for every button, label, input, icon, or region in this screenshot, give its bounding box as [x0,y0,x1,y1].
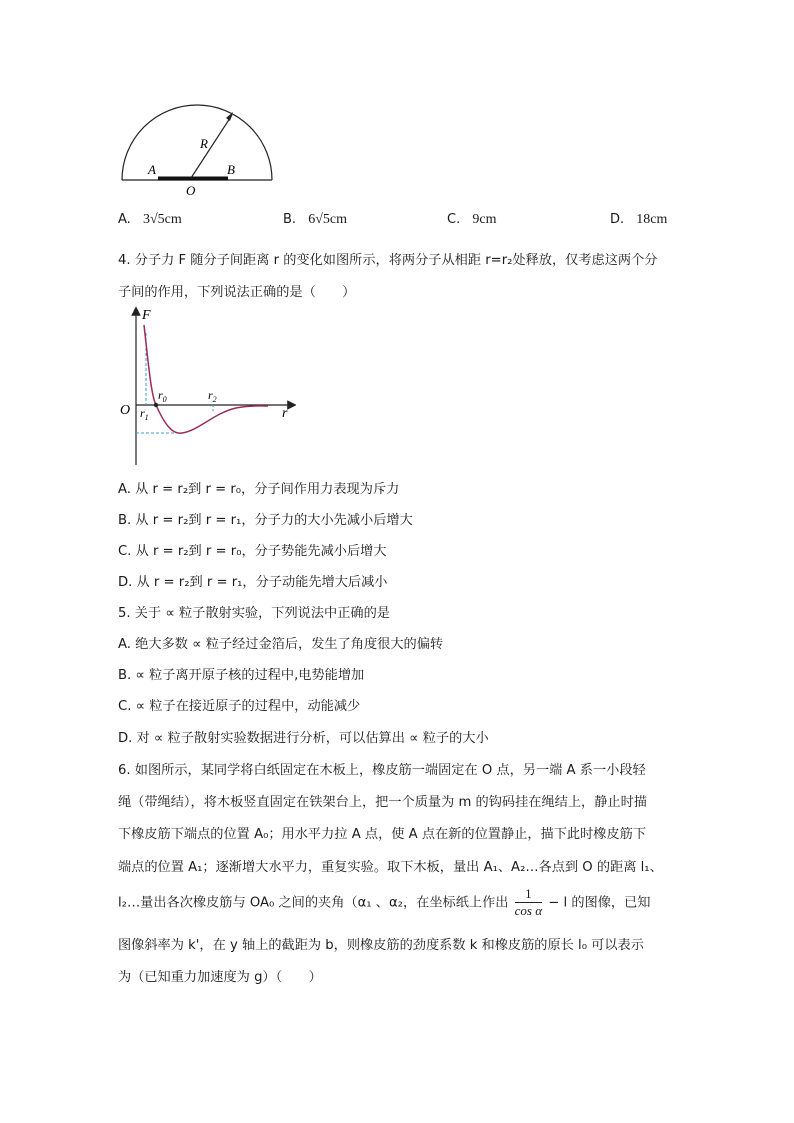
label-r2: $r_2$ [208,388,217,404]
q4-option-c[interactable]: C. 从 r = r₂到 r = r₀，分子势能先减小后增大 [118,544,387,559]
label-R: R [200,136,208,151]
label-A: A [148,162,156,177]
q6-line5-a: l₂…量出各次橡皮筋与 OA₀ 之间的夹角（α₁ 、α₂，在坐标纸上作出 [118,895,509,911]
option-label: B. [283,212,297,227]
q6-line5-b: − l 的图像，已知 [548,895,651,911]
q4-option-b[interactable]: B. 从 r = r₂到 r = r₁，分子力的大小先减小后增大 [118,513,413,528]
option-label: D. [610,212,625,227]
q5-option-a[interactable]: A. 绝大多数 ∝ 粒子经过金箔后，发生了角度很大的偏转 [118,637,444,652]
q4-option-a[interactable]: A. 从 r = r₂到 r = r₀，分子间作用力表现为斥力 [118,482,400,497]
label-O: O [186,183,196,198]
option-value: 9cm [472,212,497,227]
label-r1: $r_1$ [140,406,149,422]
q6-line6: 图像斜率为 k'，在 y 轴上的截距为 b，则橡皮筋的劲度系数 k 和橡皮筋的原长 l₀ 可以表示 [118,938,644,953]
q4-stem-line1: 4. 分子力 F 随分子间距离 r 的变化如图所示，将两分子从相距 r=r₂处释放，仅考虑这两个分 [118,253,658,268]
q6-line2: 绳（带绳结），将木板竖直固定在铁架台上，把一个质量为 m 的钩码挂在绳结上，静止时描 [118,795,647,810]
q3-option-a[interactable] [118,212,182,228]
label-B: B [227,162,235,177]
q3-option-b[interactable] [283,212,347,228]
label-r0: $r_0$ [158,388,167,404]
q3-option-d[interactable] [610,212,667,228]
option-value: 18cm [636,212,668,227]
q5-stem: 5. 关于 ∝ 粒子散射实验，下列说法中正确的是 [118,606,390,621]
q6-line4: 端点的位置 A₁；逐渐增大水平力，重复实验。取下木板，量出 A₁、A₂…各点到 O 的距离 l₁、 [118,860,663,875]
q4-stem-line2: 子间的作用，下列说法正确的是（ ） [118,285,356,300]
q5-option-d[interactable]: D. 对 ∝ 粒子散射实验数据进行分析，可以估算出 ∝ 粒子的大小 [118,731,489,746]
option-value: 6√5cm [308,212,347,227]
fraction-denominator: cos α [514,903,543,918]
axis-label-F: F [142,308,151,323]
q6-line1: 6. 如图所示，某同学将白纸固定在木板上，橡皮筋一端固定在 O 点，另一端 A 系一小段轻 [118,763,646,778]
option-value: 3√5cm [142,212,182,227]
q3-option-c[interactable] [447,212,496,228]
q6-line7: 为（已知重力加速度为 g）（ ） [118,970,322,985]
fraction-numerator: 1 [515,886,542,903]
q5-option-b[interactable]: B. ∝ 粒子离开原子核的过程中,电势能增加 [118,668,365,683]
force-graph [116,305,296,470]
axis-label-O: O [120,403,131,418]
option-label: C. [447,212,461,227]
q4-option-d[interactable]: D. 从 r = r₂到 r = r₁，分子动能先增大后减小 [118,575,388,590]
fraction-1-over-cos [515,886,542,919]
axis-label-r: r [282,406,288,421]
semicircle-figure [116,104,278,200]
q6-line5 [118,886,651,919]
q6-line3: 下橡皮筋下端点的位置 A₀；用水平力拉 A 点，使 A 点在新的位置静止，描下此时橡皮筋下 [118,827,647,842]
option-label: A. [118,212,131,227]
q5-option-c[interactable]: C. ∝ 粒子在接近原子的过程中，动能减少 [118,699,361,714]
